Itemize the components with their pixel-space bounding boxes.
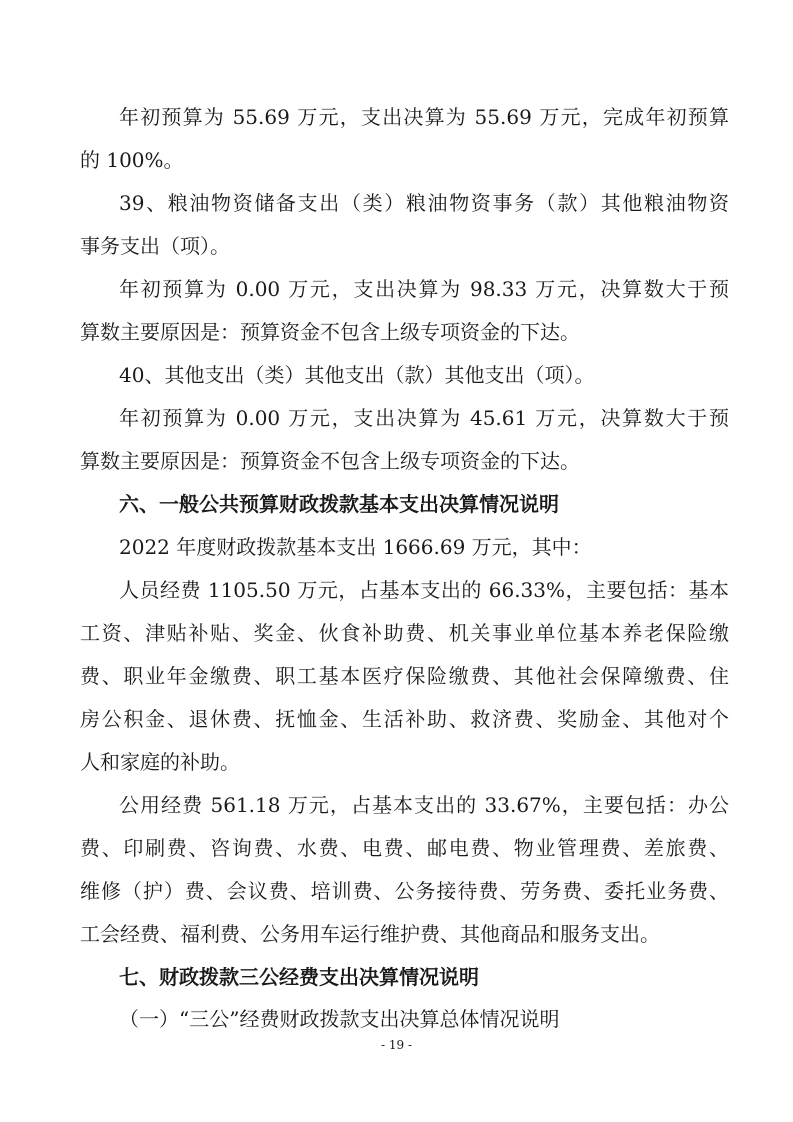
budget-para-38-line-1: 年初预算为 55.69 万元，支出决算为 55.69 万元，完成年初预算 bbox=[119, 105, 729, 129]
personnel-expenses-para-line-1: 人员经费 1105.50 万元，占基本支出的 66.33%，主要包括：基本 bbox=[119, 578, 729, 602]
public-expenses-para-line-1: 公用经费 561.18 万元，占基本支出的 33.67%，主要包括：办公 bbox=[119, 793, 729, 817]
section-6-heading: 六、一般公共预算财政拨款基本支出决算情况说明 bbox=[119, 492, 559, 516]
public-expenses-para-line-3: 维修（护）费、会议费、培训费、公务接待费、劳务费、委托业务费、 bbox=[80, 879, 729, 903]
section-7-heading: 七、财政拨款三公经费支出决算情况说明 bbox=[119, 965, 479, 989]
item-40-heading-line-1: 40、其他支出（类）其他支出（款）其他支出（项）。 bbox=[119, 363, 595, 387]
item-39-heading-line-1: 39、粮油物资储备支出（类）粮油物资事务（款）其他粮油物资 bbox=[119, 191, 729, 215]
public-expenses-para-line-4: 工会经费、福利费、公务用车运行维护费、其他商品和服务支出。 bbox=[80, 922, 660, 946]
page-number: - 19 - bbox=[380, 1038, 412, 1052]
basic-expenditure-para-line-1: 2022 年度财政拨款基本支出 1666.69 万元，其中： bbox=[119, 535, 592, 559]
budget-para-40-line-1: 年初预算为 0.00 万元，支出决算为 45.61 万元，决算数大于预 bbox=[119, 406, 729, 430]
budget-para-38-line-2: 的 100%。 bbox=[80, 148, 184, 172]
personnel-expenses-para-line-5: 人和家庭的补助。 bbox=[80, 750, 240, 774]
budget-para-40-line-2: 算数主要原因是：预算资金不包含上级专项资金的下达。 bbox=[80, 449, 580, 473]
personnel-expenses-para-line-3: 费、职业年金缴费、职工基本医疗保险缴费、其他社会保障缴费、住 bbox=[80, 664, 729, 688]
public-expenses-para-line-2: 费、印刷费、咨询费、水费、电费、邮电费、物业管理费、差旅费、 bbox=[80, 836, 729, 860]
subsection-1-heading: （一）“三公”经费财政拨款支出决算总体情况说明 bbox=[119, 1007, 560, 1031]
personnel-expenses-para-line-2: 工资、津贴补贴、奖金、伙食补助费、机关事业单位基本养老保险缴 bbox=[80, 621, 729, 645]
budget-para-39-line-1: 年初预算为 0.00 万元，支出决算为 98.33 万元，决算数大于预 bbox=[119, 277, 729, 301]
personnel-expenses-para-line-4: 房公积金、退休费、抚恤金、生活补助、救济费、奖励金、其他对个 bbox=[80, 707, 729, 731]
budget-para-39-line-2: 算数主要原因是：预算资金不包含上级专项资金的下达。 bbox=[80, 320, 580, 344]
item-39-heading-line-2: 事务支出（项）。 bbox=[80, 234, 230, 258]
